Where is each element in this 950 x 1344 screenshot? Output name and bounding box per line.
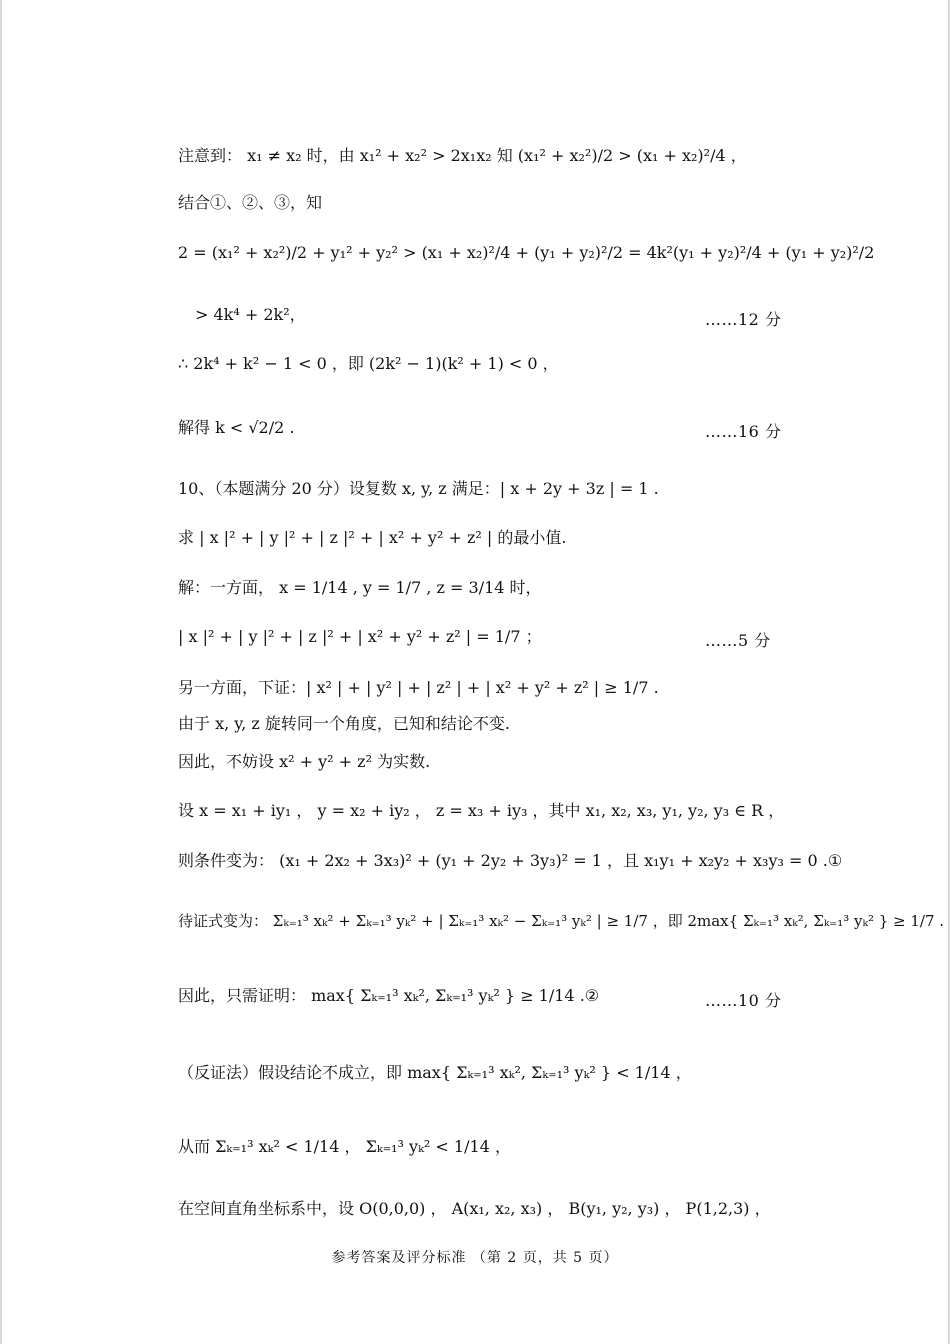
page-footer: 参考答案及评分标准 （第 2 页，共 5 页）: [331, 1250, 619, 1266]
text-line: 结合①、②、③，知: [178, 193, 323, 212]
score-mark: ……10 分: [705, 991, 782, 1010]
text-line: | x |² + | y |² + | z |² + | x² + y² + z² | = 1/7 ；: [178, 627, 542, 646]
score-mark: ……16 分: [705, 422, 782, 441]
problem-heading: 10、（本题满分 20 分）设复数 x, y, z 满足：| x + 2y + 3z | = 1 .: [178, 479, 659, 498]
text-line: 在空间直角坐标系中，设 O(0,0,0) ， A(x₁, x₂, x₃) ， B(y₁, y₂, y₃) ， P(1,2,3) ，: [178, 1199, 771, 1218]
text-line: 求 | x |² + | y |² + | z |² + | x² + y² + z² | 的最小值.: [178, 528, 567, 547]
text-line: ∴ 2k⁴ + k² − 1 < 0 ，即 (2k² − 1)(k² + 1) < 0 ，: [178, 354, 559, 373]
text-line: 解：一方面， x = 1/14 , y = 1/7 , z = 3/14 时，: [178, 578, 542, 597]
text-line: 待证式变为： Σₖ₌₁³ xₖ² + Σₖ₌₁³ yₖ² + | Σₖ₌₁³ xₖ² − Σₖ₌₁³ yₖ² | ≥ 1/7 ，即 2max{ Σₖ₌₁³ xₖ², Σₖ₌₁³ yₖ² } ≥ 1/7 .: [178, 912, 945, 930]
text-line: 2 = (x₁² + x₂²)/2 + y₁² + y₂² > (x₁ + x₂)²/4 + (y₁ + y₂)²/2 = 4k²(y₁ + y₂)²/4 + (y₁ + y₂)²/2: [178, 243, 875, 262]
score-mark: ……12 分: [705, 310, 782, 329]
text-line: 解得 k < √2/2 .: [178, 418, 295, 437]
text-line: 设 x = x₁ + iy₁ ， y = x₂ + iy₂ ， z = x₃ + iy₃ ，其中 x₁, x₂, x₃, y₁, y₂, y₃ ∈ R ，: [178, 801, 785, 820]
text-line: 从而 Σₖ₌₁³ xₖ² < 1/14 ， Σₖ₌₁³ yₖ² < 1/14 ，: [178, 1137, 511, 1156]
text-line: 注意到： x₁ ≠ x₂ 时，由 x₁² + x₂² > 2x₁x₂ 知 (x₁² + x₂²)/2 > (x₁ + x₂)²/4 ，: [178, 146, 747, 165]
text-line: 另一方面，下证：| x² | + | y² | + | z² | + | x² + y² + z² | ≥ 1/7 .: [178, 678, 659, 697]
text-line: 由于 x, y, z 旋转同一个角度，已知和结论不变.: [178, 714, 510, 733]
text-line: 因此，不妨设 x² + y² + z² 为实数.: [178, 752, 431, 771]
text-line: （反证法）假设结论不成立，即 max{ Σₖ₌₁³ xₖ², Σₖ₌₁³ yₖ² } < 1/14 ，: [178, 1063, 692, 1082]
page-edge-left: [0, 0, 2, 1344]
text-line: > 4k⁴ + 2k²，: [195, 305, 306, 324]
score-mark: ……5 分: [705, 631, 771, 650]
text-line: 则条件变为： (x₁ + 2x₂ + 3x₃)² + (y₁ + 2y₂ + 3y₃)² = 1 ，且 x₁y₁ + x₂y₂ + x₃y₃ = 0 .①: [178, 851, 843, 870]
text-line: 因此，只需证明： max{ Σₖ₌₁³ xₖ², Σₖ₌₁³ yₖ² } ≥ 1/14 .②: [178, 986, 600, 1005]
